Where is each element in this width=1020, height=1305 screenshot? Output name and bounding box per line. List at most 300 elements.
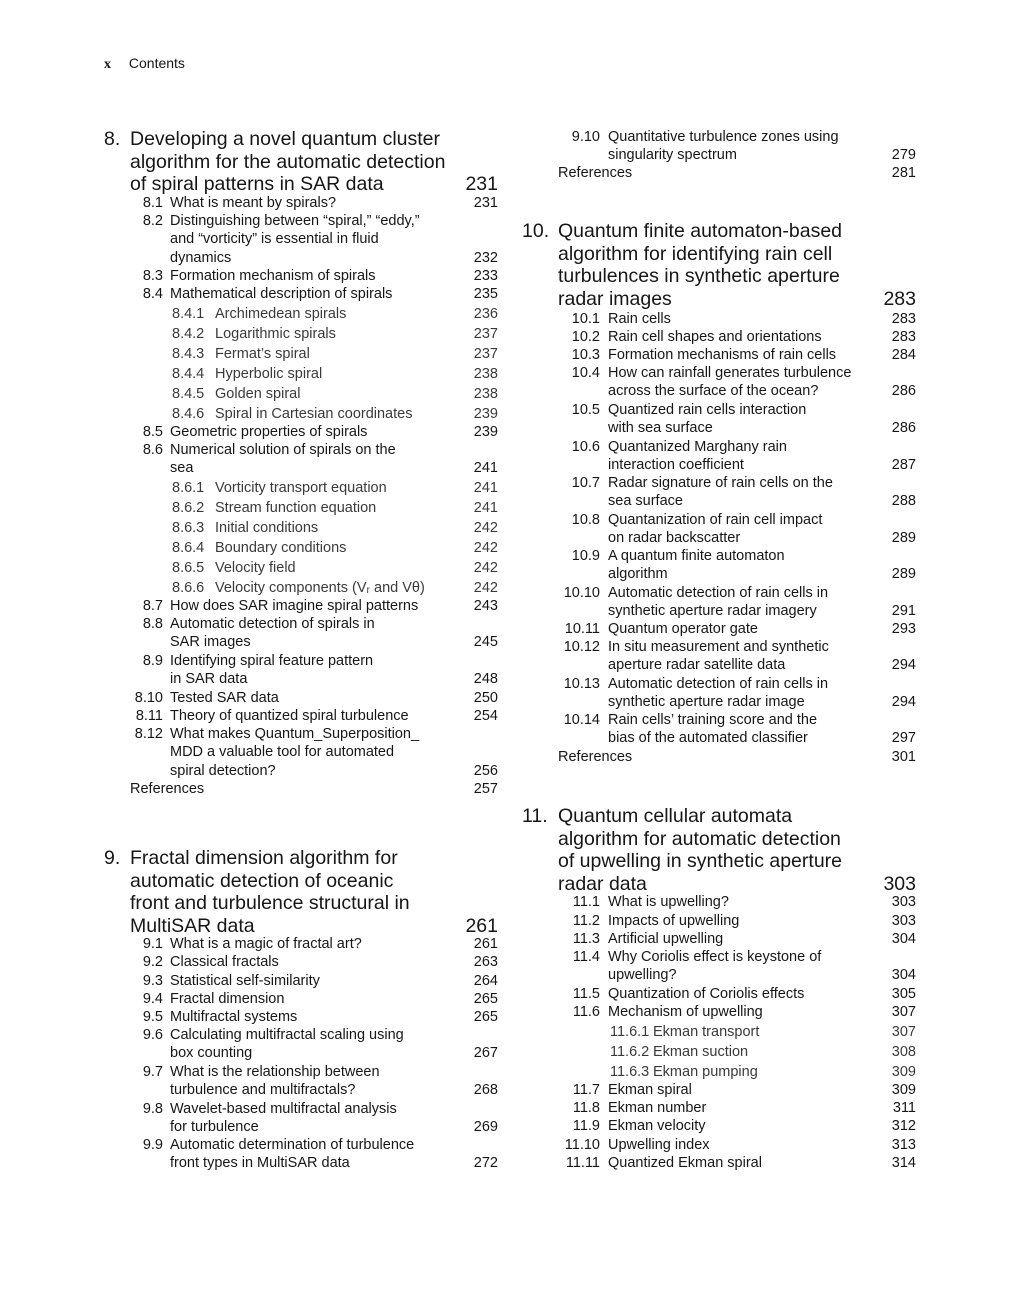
entry-number: 8. (104, 128, 121, 150)
entry-page-number: 236 (473, 306, 498, 322)
entry-number: 8.6.5 (172, 560, 205, 576)
entry-title-line: References 301 (558, 749, 916, 765)
entry-title-line: radar data 303 (558, 872, 916, 895)
entry-number: 9.4 (142, 991, 163, 1007)
entry-title-line: Radar signature of rain cells on the (608, 475, 833, 491)
entry-page-number: 241 (473, 460, 498, 477)
entry-number: 8.6.2 (172, 500, 205, 516)
entry-page-number: 311 (892, 1100, 916, 1116)
entry-page-number: 304 (891, 931, 916, 947)
entry-title-line: Tested SAR data 250 (170, 690, 498, 706)
entry-title-line: Golden spiral 238 (215, 386, 498, 402)
entry-number: 8.10 (134, 690, 163, 706)
entry-page-number: 242 (473, 540, 498, 556)
entry-number: 8.11 (135, 708, 163, 724)
toc-section-entry[interactable] (522, 547, 916, 584)
entry-page-number: 289 (891, 530, 916, 547)
entry-title-line: Initial conditions 242 (215, 520, 498, 536)
entry-title-line: In situ measurement and synthetic (608, 639, 829, 655)
toc-section-entry[interactable] (522, 1136, 916, 1154)
entry-page-number: 257 (473, 781, 498, 797)
toc-section-entry[interactable] (104, 1136, 498, 1173)
toc-subsection-entry[interactable] (522, 1042, 916, 1062)
entry-page-number: 283 (883, 287, 916, 310)
entry-title-line: synthetic aperture radar imagery 291 (608, 603, 916, 620)
toc-section-entry[interactable] (104, 990, 498, 1008)
entry-page-number: 289 (891, 566, 916, 583)
toc-subsection-entry[interactable] (104, 558, 498, 578)
entry-page-number: 291 (891, 603, 916, 620)
entry-page-number: 239 (473, 406, 498, 422)
toc-references-entry[interactable] (104, 780, 498, 798)
entry-number: 10.2 (571, 329, 600, 345)
toc-section-entry[interactable] (104, 267, 498, 285)
entry-number: 11.9 (572, 1118, 600, 1134)
entry-title-line: Automatic determination of turbulence (170, 1137, 415, 1153)
entry-title-line: How can rainfall generates turbulence (608, 365, 852, 381)
entry-title-line: Vorticity transport equation 241 (215, 480, 498, 496)
entry-number: 8.6.4 (172, 540, 205, 556)
entry-title-line: Fermat’s spiral 237 (215, 346, 498, 362)
entry-page-number: 303 (891, 913, 916, 929)
toc-section-entry[interactable] (522, 328, 916, 346)
toc-subsection-entry[interactable] (522, 1022, 916, 1042)
running-header (104, 55, 185, 73)
toc-section-entry[interactable] (522, 474, 916, 511)
entry-page-number: 307 (891, 1024, 916, 1040)
entry-page-number: 305 (891, 986, 916, 1002)
entry-page-number: 279 (891, 147, 916, 164)
toc-chapter-entry[interactable] (104, 128, 498, 196)
entry-page-number: 237 (473, 326, 498, 342)
toc-chapter-entry[interactable] (104, 847, 498, 937)
entry-page-number: 308 (891, 1044, 916, 1060)
entry-title-line: Theory of quantized spiral turbulence 254 (170, 708, 498, 724)
entry-page-number: 293 (891, 621, 916, 637)
entry-title-line: Classical fractals 263 (170, 954, 498, 970)
toc-subsection-entry[interactable] (104, 498, 498, 518)
entry-title-line: Stream function equation 241 (215, 500, 498, 516)
entry-title-line: synthetic aperture radar image 294 (608, 694, 916, 711)
entry-title-line: sea 241 (170, 460, 498, 477)
entry-number: 8.4.2 (172, 326, 205, 342)
toc-section-entry[interactable] (104, 725, 498, 780)
entry-title-line: Fractal dimension 265 (170, 991, 498, 1007)
entry-title-line: algorithm 289 (608, 566, 916, 583)
toc-section-entry[interactable] (104, 423, 498, 441)
toc-section-entry[interactable] (522, 346, 916, 364)
entry-title-line: How does SAR imagine spiral patterns 243 (170, 598, 498, 614)
toc-section-entry[interactable] (522, 620, 916, 638)
entry-page-number: 287 (891, 457, 916, 474)
toc-section-entry[interactable] (522, 912, 916, 930)
entry-page-number: 256 (473, 762, 498, 779)
entry-title-line: turbulence and multifractals? 268 (170, 1082, 498, 1099)
entry-title-line: What is a magic of fractal art? 261 (170, 936, 498, 952)
toc-section-entry[interactable] (522, 711, 916, 748)
entry-title-line: dynamics 232 (170, 249, 498, 266)
toc-subsection-entry[interactable] (104, 478, 498, 498)
entry-title-line: Rain cells 283 (608, 311, 916, 327)
entry-number: 10. (522, 220, 550, 242)
entry-number: 11.10 (564, 1137, 600, 1153)
toc-section-entry[interactable] (522, 675, 916, 712)
entry-number: 11.1 (572, 894, 600, 910)
entry-number: 9.6 (142, 1027, 163, 1043)
entry-page-number: 314 (891, 1155, 916, 1171)
entry-page-number: 281 (891, 165, 916, 181)
toc-subsection-entry[interactable] (104, 304, 498, 324)
entry-title-line: of spiral patterns in SAR data 231 (130, 173, 498, 195)
entry-number: 11.11 (565, 1155, 600, 1171)
entry-page-number: 286 (891, 420, 916, 437)
entry-page-number: 243 (473, 598, 498, 614)
entry-title-line: turbulences in synthetic aperture (558, 265, 840, 287)
entry-number: 11. (522, 805, 548, 827)
toc-section-entry[interactable] (104, 1063, 498, 1100)
toc-section-entry[interactable] (522, 1081, 916, 1099)
entry-number: 8.8 (142, 616, 163, 632)
entry-page-number: 313 (891, 1137, 916, 1153)
entry-number: 9.2 (142, 954, 163, 970)
entry-title-line: Quantitative turbulence zones using (608, 129, 839, 145)
entry-page-number: 309 (891, 1064, 916, 1080)
entry-number: 10.6 (571, 439, 600, 455)
entry-title-line: Formation mechanism of spirals 233 (170, 268, 498, 284)
toc-section-entry[interactable] (104, 597, 498, 615)
toc-subsection-entry[interactable] (104, 518, 498, 538)
entry-title-line: Quantized Ekman spiral 314 (608, 1155, 916, 1171)
entry-number: 8.4.3 (172, 346, 205, 362)
entry-page-number: 286 (891, 383, 916, 400)
entry-number: 10.13 (563, 676, 600, 692)
entry-title-line: Quantum finite automaton-based (558, 220, 843, 242)
entry-title-line: Distinguishing between “spiral,” “eddy,” (170, 213, 420, 229)
entry-number: 9. (104, 847, 121, 869)
entry-title-line: Automatic detection of rain cells in (608, 585, 829, 601)
entry-number: 10.1 (571, 311, 600, 327)
entry-title-line: SAR images 245 (170, 634, 498, 651)
entry-page-number: 297 (891, 730, 916, 747)
entry-number: 11.4 (572, 949, 600, 965)
toc-section-entry[interactable] (104, 212, 498, 267)
toc-subsection-entry[interactable] (104, 324, 498, 344)
entry-title-line: interaction coefficient 287 (608, 457, 916, 474)
toc-section-entry[interactable] (104, 689, 498, 707)
toc-subsection-entry[interactable] (104, 384, 498, 404)
toc-section-entry[interactable] (104, 707, 498, 725)
entry-number: 10.3 (571, 347, 600, 363)
entry-title-line: algorithm for automatic detection (558, 827, 841, 850)
entry-title-line: Archimedean spirals 236 (215, 306, 498, 322)
entry-title-line: Quantized rain cells interaction (608, 402, 807, 418)
toc-section-entry[interactable] (104, 652, 498, 689)
entry-number: 8.5 (142, 424, 163, 440)
entry-page-number: 261 (473, 936, 498, 952)
entry-page-number: 303 (891, 894, 916, 910)
toc-references-entry[interactable] (522, 164, 916, 182)
entry-title-line: Quantum cellular automata (558, 805, 793, 827)
entry-title-line: Spiral in Cartesian coordinates 239 (215, 406, 498, 422)
entry-page-number: 250 (473, 690, 498, 706)
entry-number: 8.12 (134, 726, 163, 742)
toc-section-entry[interactable] (522, 1003, 916, 1021)
entry-number: 8.6.1 (172, 480, 205, 496)
entry-title-line: Mechanism of upwelling 307 (608, 1004, 916, 1020)
toc-section-entry[interactable] (104, 1008, 498, 1026)
entry-number: 10.12 (563, 639, 600, 655)
toc-subsection-entry[interactable] (104, 404, 498, 424)
entry-title-line: MDD a valuable tool for automated (170, 744, 395, 761)
toc-section-entry[interactable] (522, 364, 916, 401)
entry-title-line: Quantum operator gate 293 (608, 621, 916, 637)
toc-chapter-entry[interactable] (522, 220, 916, 310)
entry-page-number: 248 (473, 671, 498, 688)
entry-title-line: for turbulence 269 (170, 1119, 498, 1136)
entry-number: 10.8 (571, 512, 600, 528)
entry-title-line: with sea surface 286 (608, 420, 916, 437)
toc-section-entry[interactable] (104, 441, 498, 478)
entry-title-line: Quantanization of rain cell impact (608, 512, 823, 528)
entry-title-line: What is meant by spirals? 231 (170, 195, 498, 211)
entry-title-line: Velocity components (Vᵣ and Vθ) 242 (215, 580, 498, 596)
entry-page-number: 238 (473, 366, 498, 382)
entry-number: 11.6.1 (610, 1024, 650, 1040)
entry-title-line: Statistical self-similarity 264 (170, 973, 498, 989)
entry-number: 10.7 (571, 475, 600, 491)
entry-title-line: A quantum finite automaton (608, 548, 785, 564)
toc-section-entry[interactable] (104, 935, 498, 953)
entry-title-line: Why Coriolis effect is keystone of (608, 949, 822, 965)
entry-number: 8.1 (142, 195, 163, 211)
entry-number: 11.5 (572, 986, 600, 1002)
entry-title-line: algorithm for identifying rain cell (558, 242, 833, 265)
toc-subsection-entry[interactable] (522, 1062, 916, 1082)
entry-number: 8.4.6 (172, 406, 205, 422)
toc-section-entry[interactable] (522, 1099, 916, 1117)
entry-number: 8.2 (142, 213, 163, 229)
entry-title-line: References 257 (130, 781, 498, 797)
entry-page-number: 301 (891, 749, 916, 765)
toc-section-entry[interactable] (522, 401, 916, 438)
entry-title-line: algorithm for the automatic detection (130, 150, 446, 173)
entry-title-line: References 281 (558, 165, 916, 181)
entry-page-number: 284 (891, 347, 916, 363)
toc-section-entry[interactable] (522, 1117, 916, 1135)
entry-title-line: automatic detection of oceanic (130, 869, 394, 892)
entry-page-number: 239 (473, 424, 498, 440)
toc-section-entry[interactable] (522, 1154, 916, 1172)
toc-section-entry[interactable] (522, 985, 916, 1003)
entry-title-line: Ekman number 311 (608, 1100, 916, 1116)
entry-title-line: aperture radar satellite data 294 (608, 657, 916, 674)
entry-number: 9.5 (142, 1009, 163, 1025)
entry-page-number: 237 (473, 346, 498, 362)
entry-title-line: Hyperbolic spiral 238 (215, 366, 498, 382)
entry-title-line: Upwelling index 313 (608, 1137, 916, 1153)
entry-number: 9.7 (142, 1064, 163, 1080)
toc-section-entry[interactable] (104, 1100, 498, 1137)
page-folio: x (104, 57, 111, 72)
toc-references-entry[interactable] (522, 748, 916, 766)
entry-number: 9.1 (142, 936, 163, 952)
entry-number: 11.8 (572, 1100, 600, 1116)
entry-title-line: on radar backscatter 289 (608, 530, 916, 547)
entry-title-line: Identifying spiral feature pattern (170, 653, 374, 669)
entry-title-line: bias of the automated classifier 297 (608, 730, 916, 747)
entry-page-number: 241 (473, 480, 498, 496)
entry-number: 8.6 (142, 442, 163, 458)
entry-title-line: radar images 283 (558, 287, 916, 310)
entry-page-number: 242 (473, 520, 498, 536)
entry-page-number: 238 (473, 386, 498, 402)
entry-number: 9.9 (142, 1137, 163, 1153)
entry-title-line: front and turbulence structural in (130, 892, 410, 914)
entry-title-line: Ekman suction 308 (653, 1044, 916, 1060)
entry-page-number: 269 (473, 1119, 498, 1136)
entry-page-number: 242 (473, 560, 498, 576)
toc-section-entry[interactable] (522, 930, 916, 948)
entry-title-line: Ekman velocity 312 (608, 1118, 916, 1134)
entry-title-line: Developing a novel quantum cluster (130, 128, 441, 150)
toc-subsection-entry[interactable] (104, 538, 498, 558)
entry-number: 8.4 (142, 286, 163, 302)
entry-title-line: What is upwelling? 303 (608, 894, 916, 910)
entry-page-number: 263 (473, 954, 498, 970)
entry-title-line: Velocity field 242 (215, 560, 498, 576)
entry-page-number: 272 (473, 1155, 498, 1172)
entry-number: 11.6.2 (610, 1044, 650, 1060)
entry-number: 8.6.6 (172, 580, 205, 596)
entry-page-number: 283 (891, 329, 916, 345)
entry-title-line: Quantization of Coriolis effects 305 (608, 986, 916, 1002)
entry-title-line: Ekman pumping 309 (653, 1064, 916, 1080)
entry-number: 11.6.3 (610, 1064, 650, 1080)
entry-title-line: Calculating multifractal scaling using (170, 1027, 404, 1043)
entry-title-line: Fractal dimension algorithm for (130, 847, 398, 869)
toc-subsection-entry[interactable] (104, 344, 498, 364)
entry-title-line: Boundary conditions 242 (215, 540, 498, 556)
entry-title-line: across the surface of the ocean? 286 (608, 383, 916, 400)
entry-title-line: Mathematical description of spirals 235 (170, 286, 498, 302)
entry-number: 10.11 (564, 621, 600, 637)
entry-title-line: of upwelling in synthetic aperture (558, 850, 842, 872)
toc-section-entry[interactable] (522, 310, 916, 328)
entry-title-line: Wavelet-based multifractal analysis (170, 1101, 397, 1117)
entry-page-number: 232 (473, 249, 498, 266)
toc-section-entry[interactable] (522, 584, 916, 621)
entry-title-line: Rain cells’ training score and the (608, 712, 818, 728)
entry-page-number: 283 (891, 311, 916, 327)
entry-page-number: 261 (465, 914, 498, 937)
entry-number: 8.9 (142, 653, 163, 669)
entry-title-line: box counting 267 (170, 1045, 498, 1062)
entry-page-number: 264 (473, 973, 498, 989)
entry-number: 11.2 (572, 913, 600, 929)
entry-page-number: 312 (891, 1118, 916, 1134)
toc-section-entry[interactable] (104, 194, 498, 212)
toc-section-entry[interactable] (104, 285, 498, 303)
entry-number: 10.5 (571, 402, 600, 418)
toc-section-entry[interactable] (522, 511, 916, 548)
entry-title-line: upwelling? 304 (608, 967, 916, 984)
entry-number: 10.14 (563, 712, 600, 728)
toc-subsection-entry[interactable] (104, 578, 498, 598)
entry-number: 8.4.5 (172, 386, 205, 402)
entry-page-number: 268 (473, 1082, 498, 1099)
entry-title-line: What is the relationship between (170, 1064, 380, 1080)
entry-number: 10.10 (563, 585, 600, 601)
entry-number: 11.3 (572, 931, 600, 947)
entry-title-line: Logarithmic spirals 237 (215, 326, 498, 342)
toc-section-entry[interactable] (522, 128, 916, 165)
entry-number: 10.9 (571, 548, 600, 564)
entry-title-line: Rain cell shapes and orientations 283 (608, 329, 916, 345)
entry-title-line: Automatic detection of spirals in (170, 616, 375, 632)
toc-section-entry[interactable] (522, 948, 916, 985)
entry-number: 10.4 (571, 365, 600, 381)
toc-subsection-entry[interactable] (104, 364, 498, 384)
entry-number: 11.7 (572, 1082, 600, 1098)
entry-page-number: 254 (473, 708, 498, 724)
running-title: Contents (128, 55, 185, 71)
entry-page-number: 242 (473, 580, 498, 596)
entry-number: 8.7 (142, 598, 163, 614)
entry-title-line: Automatic detection of rain cells in (608, 676, 829, 692)
entry-number: 8.4.4 (172, 366, 205, 382)
toc-section-entry[interactable] (522, 438, 916, 475)
entry-title-line: Artificial upwelling 304 (608, 931, 916, 947)
toc-section-entry[interactable] (104, 953, 498, 971)
entry-page-number: 294 (891, 694, 916, 711)
entry-number: 8.3 (142, 268, 163, 284)
entry-title-line: Formation mechanisms of rain cells 284 (608, 347, 916, 363)
toc-section-entry[interactable] (522, 638, 916, 675)
entry-number: 9.3 (142, 973, 163, 989)
entry-page-number: 267 (473, 1045, 498, 1062)
entry-page-number: 241 (473, 500, 498, 516)
entry-title-line: Geometric properties of spirals 239 (170, 424, 498, 440)
entry-title-line: in SAR data 248 (170, 671, 498, 688)
toc-section-entry[interactable] (104, 615, 498, 652)
entry-title-line: Quantanized Marghany rain (608, 439, 787, 455)
entry-page-number: 265 (473, 991, 498, 1007)
entry-title-line: spiral detection? 256 (170, 762, 498, 779)
entry-page-number: 235 (473, 286, 498, 302)
entry-title-line: and “vorticity” is essential in fluid (170, 231, 379, 248)
toc-section-entry[interactable] (104, 1026, 498, 1063)
toc-section-entry[interactable] (104, 972, 498, 990)
toc-section-entry[interactable] (522, 893, 916, 911)
entry-title-line: Ekman spiral 309 (608, 1082, 916, 1098)
entry-number: 8.4.1 (172, 306, 205, 322)
entry-number: 9.8 (142, 1101, 163, 1117)
entry-page-number: 231 (473, 195, 498, 211)
toc-chapter-entry[interactable] (522, 805, 916, 895)
entry-page-number: 294 (891, 657, 916, 674)
entry-page-number: 309 (891, 1082, 916, 1098)
entry-page-number: 233 (473, 268, 498, 284)
entry-page-number: 304 (891, 967, 916, 984)
entry-number: 11.6 (572, 1004, 600, 1020)
entry-title-line: Impacts of upwelling 303 (608, 913, 916, 929)
entry-title-line: sea surface 288 (608, 493, 916, 510)
entry-title-line: Numerical solution of spirals on the (170, 442, 396, 458)
entry-page-number: 265 (473, 1009, 498, 1025)
entry-title-line: What makes Quantum_Superposition_ (170, 726, 420, 742)
entry-title-line: Ekman transport 307 (653, 1024, 916, 1040)
entry-page-number: 288 (891, 493, 916, 510)
